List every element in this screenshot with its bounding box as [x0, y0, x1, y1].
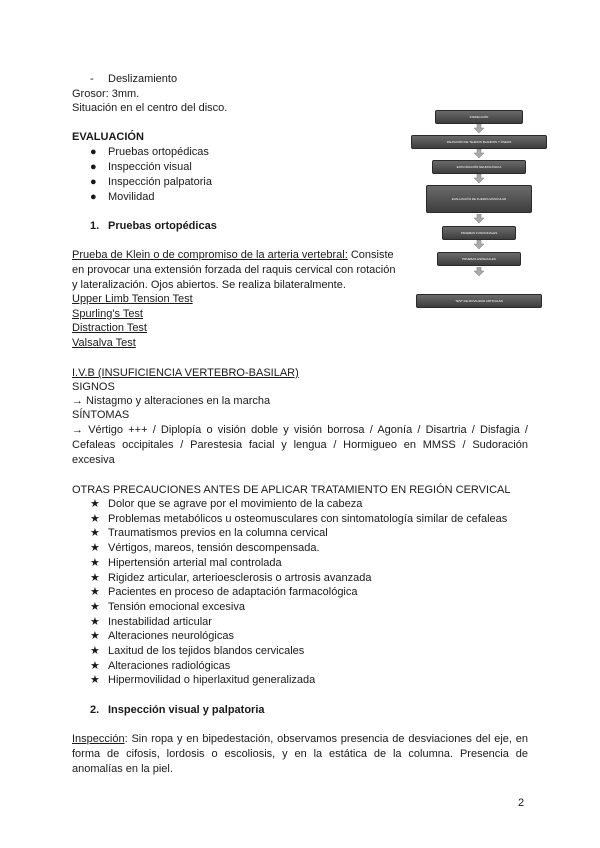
grosor-line: Grosor: 3mm. — [72, 88, 140, 100]
flowchart-box: TEST DE MOVILIDAD ARTICULAR — [416, 294, 542, 308]
evaluacion-item: Inspección visual — [108, 161, 192, 173]
evaluacion-heading: EVALUACIÓN — [72, 131, 144, 143]
klein-text: y lateralización. Ojos abiertos. Se realiza bilateralmente. — [72, 279, 346, 291]
inspeccion-paragraph — [72, 732, 528, 777]
star-bullet-icon: ★ — [90, 630, 100, 642]
inspeccion-text: : Sin ropa y en bipedestación, observamos presencia de desviaciones del eje, en forma de cifosis, lordosis o escoliosis, y en la estática de la columna. Presencia de anomalías en la piel. — [72, 733, 528, 775]
flowchart-box: PRUEBAS ESPECIALES — [437, 252, 521, 266]
test-link-valsalva[interactable]: Valsalva Test — [72, 337, 136, 349]
star-bullet-icon: ★ — [90, 527, 100, 539]
bullet-icon: ● — [90, 176, 97, 188]
evaluacion-item: Pruebas ortopédicas — [108, 146, 209, 158]
section1-number: 1. — [90, 220, 100, 232]
star-bullet-icon: ★ — [90, 542, 100, 554]
ivb-heading: I.V.B (INSUFICIENCIA VERTEBRO-BASILAR) — [72, 367, 299, 379]
evaluation-flowchart — [412, 110, 546, 310]
situacion-line: Situación en el centro del disco. — [72, 102, 228, 114]
sintomas-text: → Vértigo +++ / Diplopía o visión doble y visión borrosa / Agonía / Disartria / Disfagia / Cefaleas occipitales / Parestesia facial y lengua / Hormigueo en MMSS / Sudoración excesiva — [72, 424, 528, 466]
bullet-icon: ● — [90, 191, 97, 203]
flowchart-box: EVALUACIÓN DE FUERZA MUSCULAR — [426, 185, 532, 213]
star-bullet-icon: ★ — [90, 513, 100, 525]
flowchart-box: INSPECCIÓN — [435, 110, 523, 124]
test-link-upper-limb[interactable]: Upper Limb Tension Test — [72, 293, 193, 305]
star-bullet-icon: ★ — [90, 557, 100, 569]
inspeccion-label: Inspección — [72, 733, 125, 745]
signos-text: → Nistagmo y alteraciones en la marcha — [72, 395, 271, 407]
page-number: 2 — [518, 797, 525, 809]
star-bullet-icon: ★ — [90, 645, 100, 657]
precaucion-item: Alteraciones neurológicas — [108, 630, 234, 642]
signos-label: SIGNOS — [72, 381, 115, 393]
precaucion-item: Vértigos, mareos, tensión descompensada. — [108, 542, 320, 554]
precauciones-heading: OTRAS PRECAUCIONES ANTES DE APLICAR TRATAMIENTO EN REGIÓN CERVICAL — [72, 484, 511, 496]
klein-text: en provocar una extensión forzada del raquis cervical con rotación — [72, 264, 396, 276]
down-arrow-icon — [474, 267, 484, 276]
down-arrow-icon — [474, 174, 484, 183]
klein-line — [72, 249, 394, 262]
section1-heading: Pruebas ortopédicas — [108, 220, 217, 232]
precaucion-item: Hipermovilidad o hiperlaxitud generalizada — [108, 674, 316, 686]
star-bullet-icon: ★ — [90, 601, 100, 613]
dash-item: Deslizamiento — [108, 73, 178, 85]
klein-link[interactable]: Prueba de Klein o de compromiso de la arteria vertebral: — [72, 249, 348, 261]
precaucion-item: Traumatismos previos en la columna cervical — [108, 527, 328, 539]
test-link-spurling[interactable]: Spurling's Test — [72, 308, 143, 320]
star-bullet-icon: ★ — [90, 616, 100, 628]
precaucion-item: Dolor que se agrave por el movimiento de la cabeza — [108, 498, 363, 510]
precaucion-item: Alteraciones radiológicas — [108, 660, 231, 672]
precaucion-item: Inestabilidad articular — [108, 616, 212, 628]
down-arrow-icon — [474, 240, 484, 249]
star-bullet-icon: ★ — [90, 498, 100, 510]
precaucion-item: Hipertensión arterial mal controlada — [108, 557, 282, 569]
precaucion-item: Pacientes en proceso de adaptación farmacológica — [108, 586, 358, 598]
star-bullet-icon: ★ — [90, 572, 100, 584]
sintomas-label: SÍNTOMAS — [72, 409, 130, 421]
section2-heading: Inspección visual y palpatoria — [108, 704, 265, 716]
bullet-icon: ● — [90, 161, 97, 173]
klein-text: Consiste — [347, 249, 394, 261]
bullet-icon: ● — [90, 146, 97, 158]
precaucion-item: Tensión emocional excesiva — [108, 601, 245, 613]
star-bullet-icon: ★ — [90, 674, 100, 686]
precaucion-item: Problemas metabólicos u osteomusculares con sintomatología similar de cefaleas — [108, 513, 508, 525]
flowchart-box: PRUEBAS FUNCIONALES — [442, 226, 516, 240]
down-arrow-icon — [474, 124, 484, 133]
evaluacion-item: Movilidad — [108, 191, 155, 203]
flowchart-box: PALPACIÓN DE TEJIDOS BLANDOS Y ÓSEOS — [411, 135, 547, 149]
star-bullet-icon: ★ — [90, 660, 100, 672]
flowchart-box: EXPLORACIÓN NEUROLÓGICA — [432, 160, 526, 174]
test-link-distraction[interactable]: Distraction Test — [72, 322, 147, 334]
evaluacion-item: Inspección palpatoria — [108, 176, 212, 188]
section2-number: 2. — [90, 704, 100, 716]
down-arrow-icon — [474, 214, 484, 223]
dash-bullet: - — [90, 73, 94, 85]
down-arrow-icon — [474, 149, 484, 158]
precaucion-item: Rigidez articular, arterioesclerosis o artrosis avanzada — [108, 572, 372, 584]
star-bullet-icon: ★ — [90, 586, 100, 598]
precaucion-item: Laxitud de los tejidos blandos cervicales — [108, 645, 305, 657]
